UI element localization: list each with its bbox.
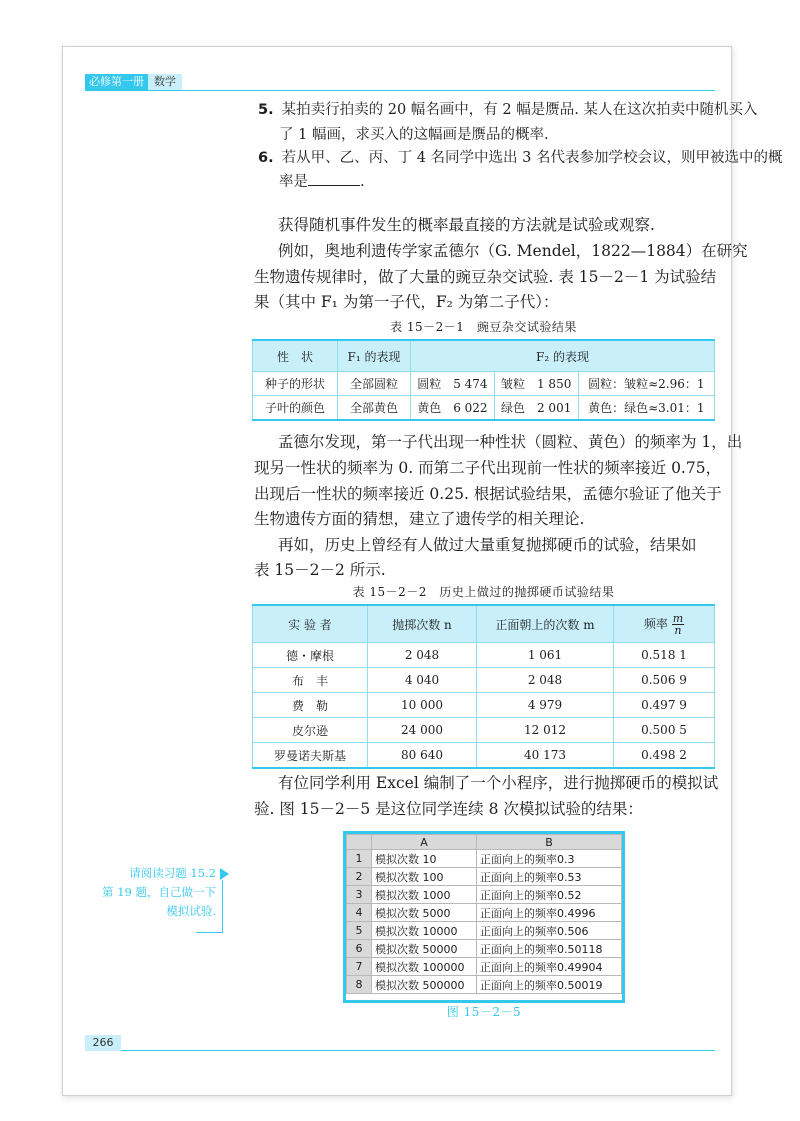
para1-line4: 果（其中 F₁ 为第一子代，F₂ 为第二子代）：: [254, 293, 559, 311]
sheet-row: [347, 868, 622, 886]
table-row: [253, 643, 715, 668]
table-cell: 子叶的颜色: [253, 396, 338, 421]
table-cell: 全部黄色: [338, 396, 411, 421]
subject-label: 数学: [148, 74, 182, 90]
table-cell: 2 048: [368, 643, 477, 668]
answer-blank[interactable]: [308, 171, 360, 186]
exercise-text: 若从甲、乙、丙、丁 4 名同学中选出 3 名代表参加学校会议，则甲被选中的概: [281, 150, 783, 166]
table-cell: 皱粒 1 850: [494, 372, 578, 396]
sheet-cell: 正面向上的频率0.3: [477, 850, 622, 868]
table-header-row: [253, 340, 715, 372]
note-line: 第 19 题，自己做一下: [102, 885, 216, 899]
header-cell: 性 状: [253, 340, 338, 372]
table-cell: 德・摩根: [253, 643, 368, 668]
column-header: B: [477, 835, 622, 850]
table-cell: 0.497 9: [614, 693, 715, 718]
table-cell: 10 000: [368, 693, 477, 718]
table-cell: 4 040: [368, 668, 477, 693]
table-cell: 种子的形状: [253, 372, 338, 396]
sheet-row: [347, 886, 622, 904]
table-cell: 40 173: [477, 743, 614, 769]
para2-line5: 再如，历史上曾经有人做过大量重复抛掷硬币的试验，结果如: [278, 536, 697, 554]
table2-caption: 表 15－2－2 历史上做过的抛掷硬币试验结果: [352, 585, 615, 599]
row-number: 2: [347, 868, 372, 886]
row-number: 3: [347, 886, 372, 904]
table-row: [253, 693, 715, 718]
figure-caption: 图 15－2－5: [446, 1005, 522, 1019]
table-cell: 2 048: [477, 668, 614, 693]
exercise-number: 5.: [258, 102, 274, 118]
sheet-cell: 模拟次数 100: [372, 868, 477, 886]
header-cell: 抛掷次数 n: [368, 605, 477, 643]
excel-simulation-figure: [343, 831, 625, 1003]
sheet-cell: 正面向上的频率0.506: [477, 922, 622, 940]
exercise-text: 某拍卖行拍卖的 20 幅名画中，有 2 幅是赝品. 某人在这次拍卖中随机买入: [281, 102, 758, 118]
para2-line2: 现另一性状的频率为 0. 而第二子代出现前一性状的频率接近 0.75，: [254, 459, 722, 477]
header-cell: 实 验 者: [253, 605, 368, 643]
table-cell: 0.506 9: [614, 668, 715, 693]
sheet-cell: 正面向上的频率0.49904: [477, 958, 622, 976]
sheet-cell: 正面向上的频率0.53: [477, 868, 622, 886]
corner-cell: [347, 835, 372, 850]
column-header-row: [347, 835, 622, 850]
book-badge: 必修第一册: [85, 74, 148, 90]
pointer-triangle-icon: [220, 868, 229, 880]
para2-line3: 出现后一性状的频率接近 0.25. 根据试验结果，孟德尔验证了他关于: [254, 485, 722, 503]
row-number: 5: [347, 922, 372, 940]
sheet-cell: 模拟次数 10: [372, 850, 477, 868]
header-rule: [85, 90, 715, 91]
sheet-cell: 模拟次数 50000: [372, 940, 477, 958]
table-row: [253, 372, 715, 396]
note-bracket-horizontal: [196, 932, 223, 933]
table1-caption: 表 15－2－1 豌豆杂交试验结果: [390, 320, 577, 334]
sheet-row: [347, 922, 622, 940]
para3-line2: 验. 图 15－2－5 是这位同学连续 8 次模拟试验的结果：: [254, 800, 643, 818]
sheet-cell: 模拟次数 100000: [372, 958, 477, 976]
table-cell: 圆粒：皱粒≈2.96：1: [578, 372, 714, 396]
pea-cross-table: [252, 339, 715, 421]
row-number: 1: [347, 850, 372, 868]
fraction-denominator: n: [674, 623, 682, 637]
table-cell: 12 012: [477, 718, 614, 743]
exercise-6: [258, 146, 783, 171]
table-cell: 24 000: [368, 718, 477, 743]
note-line: 模拟试验.: [166, 904, 216, 918]
para1-line1: 获得随机事件发生的概率最直接的方法就是试验或观察.: [278, 216, 655, 234]
spreadsheet-grid: [346, 834, 622, 994]
sheet-cell: 模拟次数 500000: [372, 976, 477, 994]
exercise-text: .: [360, 174, 365, 190]
header-cell: F₁ 的表现: [338, 340, 411, 372]
table-cell: 罗曼诺夫斯基: [253, 743, 368, 769]
table-cell: 0.498 2: [614, 743, 715, 769]
frequency-label: 频率: [643, 616, 668, 631]
sheet-row: [347, 850, 622, 868]
exercise-5: [258, 98, 757, 123]
sheet-row: [347, 958, 622, 976]
table-row: [253, 743, 715, 769]
table-cell: 布 丰: [253, 668, 368, 693]
table-cell: 圆粒 5 474: [411, 372, 495, 396]
footer-rule: [121, 1050, 715, 1051]
exercise-number: 6.: [258, 150, 274, 166]
page-number: 266: [92, 1036, 114, 1049]
para1-line3: 生物遗传规律时，做了大量的豌豆杂交试验. 表 15－2－1 为试验结: [254, 268, 717, 286]
sheet-cell: 模拟次数 10000: [372, 922, 477, 940]
row-number: 7: [347, 958, 372, 976]
header-cell: F₂ 的表现: [411, 340, 715, 372]
sheet-cell: 正面向上的频率0.4996: [477, 904, 622, 922]
exercise-6-cont: [279, 170, 365, 195]
table-cell: 黄色 6 022: [411, 396, 495, 421]
running-header: [85, 74, 195, 90]
header-cell-frequency: [614, 605, 715, 643]
row-number: 8: [347, 976, 372, 994]
sheet-cell: 正面向上的频率0.52: [477, 886, 622, 904]
para2-line1: 孟德尔发现，第一子代出现一种性状（圆粒、黄色）的频率为 1，出: [278, 433, 743, 451]
note-bracket-vertical: [222, 880, 223, 932]
coin-toss-table: [252, 604, 715, 769]
sheet-cell: 模拟次数 1000: [372, 886, 477, 904]
sheet-row: [347, 940, 622, 958]
header-cell: 正面朝上的次数 m: [477, 605, 614, 643]
table-cell: 80 640: [368, 743, 477, 769]
fraction: [672, 613, 684, 636]
note-line: 请阅读习题 15.2: [129, 866, 216, 880]
table-cell: 绿色 2 001: [494, 396, 578, 421]
table-cell: 1 061: [477, 643, 614, 668]
row-number: 4: [347, 904, 372, 922]
exercise-5-cont: 了 1 幅画，求买入的这幅画是赝品的概率.: [279, 127, 549, 143]
table-cell: 0.518 1: [614, 643, 715, 668]
table-cell: 全部圆粒: [338, 372, 411, 396]
margin-note: [86, 864, 216, 921]
table-cell: 4 979: [477, 693, 614, 718]
table-cell: 费 勒: [253, 693, 368, 718]
sheet-cell: 正面向上的频率0.50118: [477, 940, 622, 958]
para1-line2: 例如，奥地利遗传学家孟德尔（G. Mendel，1822—1884）在研究: [278, 242, 748, 260]
table-cell: 皮尔逊: [253, 718, 368, 743]
sheet-cell: 模拟次数 5000: [372, 904, 477, 922]
table-cell: 0.500 5: [614, 718, 715, 743]
table-row: [253, 668, 715, 693]
para2-line4: 生物遗传方面的猜想，建立了遗传学的相关理论.: [254, 510, 585, 528]
column-header: A: [372, 835, 477, 850]
table-row: [253, 718, 715, 743]
table-header-row: [253, 605, 715, 643]
fraction-numerator: m: [672, 611, 684, 625]
para3-line1: 有位同学利用 Excel 编制了一个小程序，进行抛掷硬币的模拟试: [278, 774, 719, 792]
exercise-text: 率是: [279, 174, 308, 190]
table-cell: 黄色：绿色≈3.01：1: [578, 396, 714, 421]
para2-line6: 表 15－2－2 所示.: [254, 561, 386, 579]
table-row: [253, 396, 715, 421]
sheet-cell: 正面向上的频率0.50019: [477, 976, 622, 994]
sheet-row: [347, 904, 622, 922]
row-number: 6: [347, 940, 372, 958]
sheet-row: [347, 976, 622, 994]
